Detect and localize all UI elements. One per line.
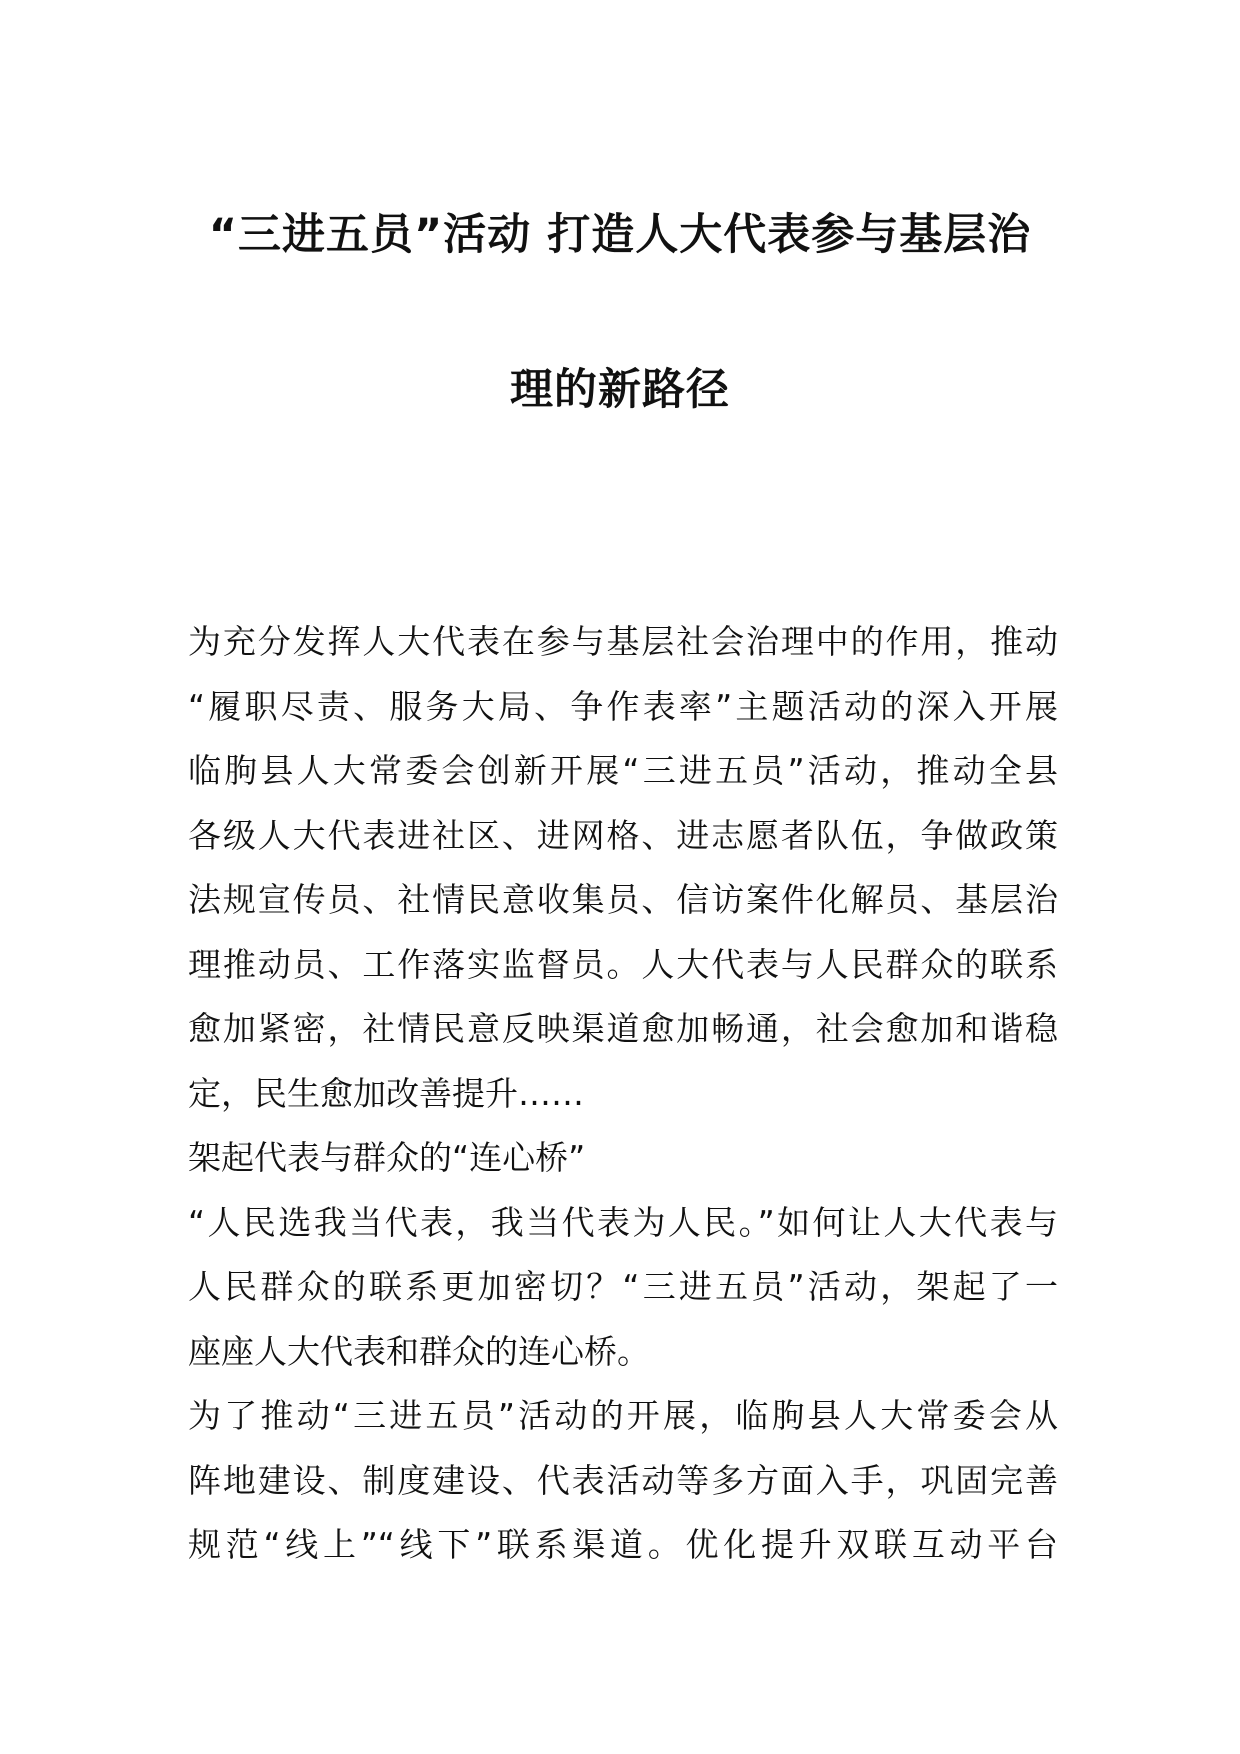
body-text-line: 架起代表与群众的“连心桥” (188, 1138, 586, 1177)
body-text-line: 为充分发挥人大代表在参与基层社会治理中的作用，推动 (188, 622, 1058, 661)
body-text-line: 各级人大代表进社区、进网格、进志愿者队伍，争做政策 (188, 815, 1058, 855)
body-text-line: 人民群众的联系更加密切？“三进五员”活动，架起了一 (188, 1267, 1058, 1306)
body-text-line: 理推动员、工作落实监督员。人大代表与人民群众的联系 (188, 944, 1058, 984)
document-body (188, 610, 1058, 1578)
body-text-line: 法规宣传员、社情民意收集员、信访案件化解员、基层治 (188, 880, 1058, 919)
document-title-line-2: 理的新路径 (510, 365, 730, 415)
body-text-line: 阵地建设、制度建设、代表活动等多方面入手，巩固完善 (188, 1460, 1058, 1500)
document-title-line-1: “三进五员”活动 打造人大代表参与基层治 (208, 210, 1032, 260)
body-text-line: 定，民生愈加改善提升…… (188, 1073, 584, 1113)
body-text-line: 为了推动“三进五员”活动的开展，临朐县人大常委会从 (188, 1396, 1058, 1435)
body-text-line: 规范“线上”“线下”联系渠道。优化提升双联互动平台 (188, 1525, 1058, 1564)
body-text-line: “人民选我当代表，我当代表为人民。”如何让人大代表与 (188, 1202, 1058, 1242)
body-text-line: 临朐县人大常委会创新开展“三进五员”活动，推动全县 (188, 751, 1058, 790)
body-text-line: 座座人大代表和群众的连心桥。 (188, 1331, 650, 1371)
body-text-line: “履职尽责、服务大局、争作表率”主题活动的深入开展 (188, 686, 1058, 726)
body-text-line: 愈加紧密，社情民意反映渠道愈加畅通，社会愈加和谐稳 (188, 1009, 1058, 1048)
